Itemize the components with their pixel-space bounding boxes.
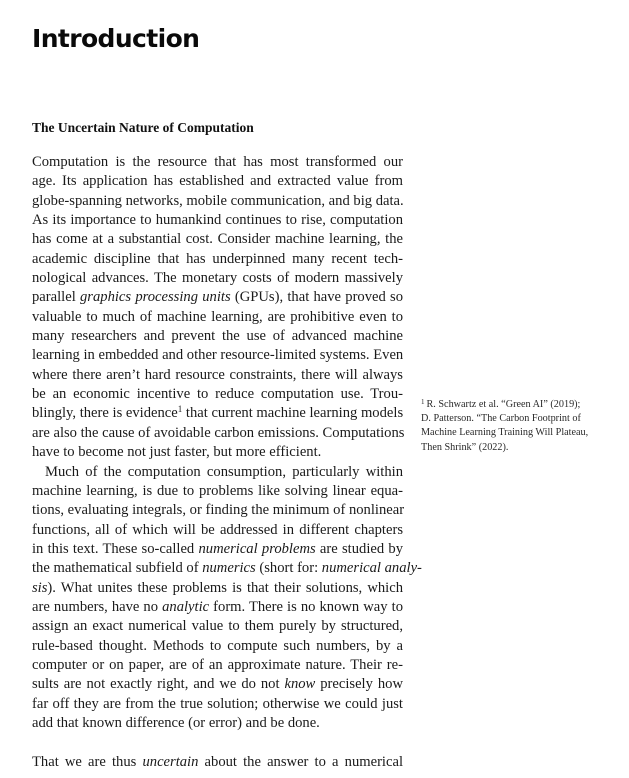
text-line: Computation is the resource that has most transformed our: [32, 154, 403, 170]
emphasis-gpus: graphics processing units: [80, 289, 231, 306]
sidenote-line: D. Patterson. “The Carbon Footprint of: [421, 413, 581, 425]
emphasis-analytic: analytic: [162, 598, 210, 615]
text-line: where there aren’t hard resource constraints, there will always: [32, 366, 403, 383]
text-line: academic discipline that has underpinned many recent tech-: [32, 250, 403, 267]
text-line: [32, 579, 403, 598]
paragraph-gap: [32, 733, 403, 752]
text-line: globe-spanning networks, mobile communication, and big data.: [32, 192, 404, 209]
footnote-reference[interactable]: 1: [177, 404, 183, 415]
text-run: That we are thus: [32, 753, 143, 770]
text-run: (GPUs), that have proved so: [230, 289, 404, 306]
paragraph-2: [32, 463, 422, 734]
text-run: in this text. These so-called: [32, 540, 199, 557]
text-run: (short for:: [255, 560, 322, 577]
text-run: are numbers, have no: [32, 598, 163, 615]
sidenote-line: Then Shrink” (2022).: [421, 441, 509, 453]
text-run: that current machine learning models: [182, 405, 404, 422]
text-line: far off they are from the true solution; otherwise we could just: [32, 695, 403, 712]
text-run: parallel: [32, 289, 80, 306]
text-line: are also the cause of avoidable carbon emissions. Computations: [32, 424, 405, 441]
emphasis-numerics: numerics: [202, 560, 256, 577]
section-title: The Uncertain Nature of Computation: [32, 120, 254, 135]
text-line: [32, 675, 403, 694]
text-line: [32, 598, 403, 617]
emphasis-numerical-analysis-cont: sis: [32, 579, 48, 596]
chapter-title: Introduction: [32, 24, 200, 53]
text-run: form. There is no known way to: [209, 598, 403, 615]
emphasis-know: know: [284, 676, 316, 693]
text-line: machine learning, is due to problems like solving linear equa-: [32, 482, 403, 499]
paragraph-3: [32, 753, 403, 772]
text-line: nological advances. The monetary costs of modern massively: [32, 270, 403, 287]
text-run: precisely how: [315, 676, 403, 693]
paragraph-1: [32, 153, 403, 463]
text-line: age. Its application has established and extracted value from: [32, 173, 403, 190]
text-line: has come at a substantial cost. Consider machine learning, the: [32, 231, 403, 248]
emphasis-numerical-problems: numerical problems: [198, 540, 316, 557]
text-run: are studied by: [315, 540, 403, 557]
text-run: ). What unites these problems is that their solutions, which: [47, 579, 403, 596]
sidenote-mark: 1: [421, 398, 425, 406]
text-line: learning in embedded and other resource-limited systems. Even: [32, 347, 404, 364]
text-line: [32, 559, 422, 578]
text-line: functions, all of which will be addressed in different chapters: [32, 521, 403, 538]
text-line: [32, 288, 403, 307]
body-text: [32, 153, 422, 772]
text-line: [32, 404, 403, 423]
text-line: tions, evaluating integrals, or finding the minimum of nonlinear: [32, 502, 405, 519]
text-run: sults are not exactly right, and we do not: [32, 676, 285, 693]
text-line: add that known difference (or error) and be done.: [32, 714, 320, 731]
text-run: about the answer to a numerical: [198, 753, 403, 770]
sidenote-line: Machine Learning Training Will Plateau,: [421, 427, 589, 439]
text-run: blingly, there is evidence: [32, 405, 178, 422]
text-line: computer or on paper, are of an approximate nature. Their re-: [32, 656, 403, 673]
text-line: assign an exact numerical value to them purely by structured,: [32, 618, 403, 635]
text-line: As its importance to humankind continues to rise, computation: [32, 212, 403, 229]
emphasis-uncertain: uncertain: [142, 753, 199, 770]
text-line: be an economic incentive to reduce computation use. Trou-: [32, 386, 403, 403]
sidenote-1: [421, 398, 616, 455]
sidenote-line: R. Schwartz et al. “Green AI” (2019);: [426, 399, 581, 410]
text-line: [32, 540, 403, 559]
emphasis-numerical-analysis: numerical analy-: [321, 560, 422, 577]
text-line: many researchers and prevent the use of advanced machine: [32, 328, 403, 345]
text-line: Much of the computation consumption, particularly within: [45, 463, 403, 480]
text-line: rule-based thought. Methods to compute such numbers, by a: [32, 637, 403, 654]
text-line: [32, 753, 403, 772]
text-line: have to become not just faster, but more efficient.: [32, 444, 322, 461]
text-run: the mathematical subfield of: [32, 560, 203, 577]
text-line: valuable to much of machine learning, are prohibitive even to: [32, 308, 403, 325]
